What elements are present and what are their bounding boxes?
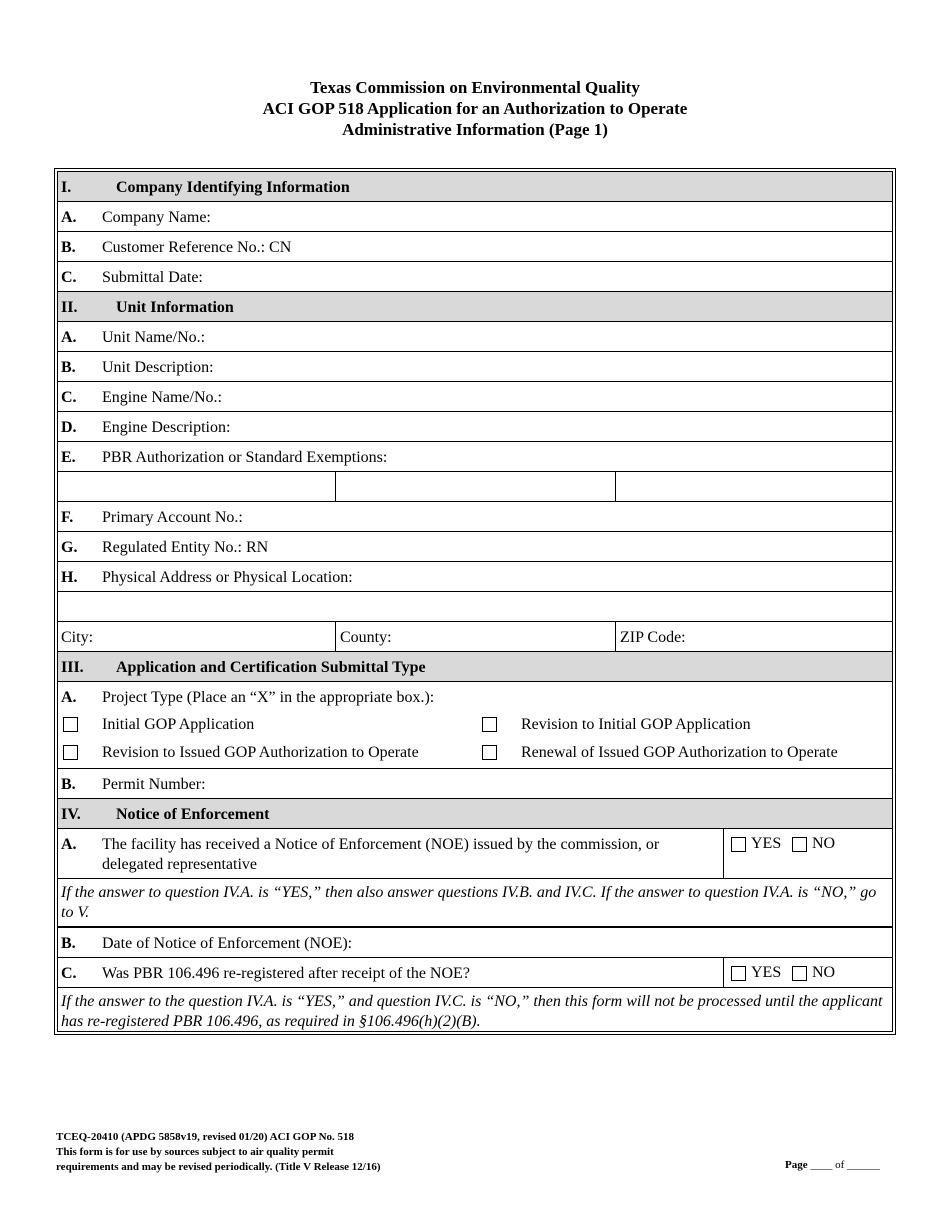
city-label: City: — [61, 629, 94, 646]
footer-line-3: requirements and may be revised periodically. (Title V Release 12/16) — [56, 1161, 381, 1173]
title-line-3: Administrative Information (Page 1) — [342, 120, 608, 139]
item-letter: H. — [61, 569, 78, 586]
item-letter: C. — [61, 269, 77, 286]
noe-no-checkbox[interactable] — [792, 837, 807, 852]
pbr-authorization-row — [58, 442, 892, 472]
permit-number-label: Permit Number: — [102, 776, 206, 793]
pbr-reregistered-row — [58, 958, 892, 988]
pbr-no-label: NO — [812, 964, 836, 981]
physical-address-label: Physical Address or Physical Location: — [102, 569, 353, 586]
item-letter: B. — [61, 935, 76, 952]
company-name-label: Company Name: — [102, 209, 211, 226]
permit-number-row[interactable] — [58, 769, 892, 799]
noe-date-row[interactable] — [58, 928, 892, 958]
county-label: County: — [340, 629, 392, 646]
noe-no-label: NO — [812, 835, 836, 852]
section-number: II. — [61, 299, 78, 316]
submittal-date-label: Submittal Date: — [102, 269, 203, 286]
cell-divider — [335, 622, 336, 651]
section-number: IV. — [61, 806, 81, 823]
form-inner-border — [57, 171, 893, 1032]
item-letter: A. — [61, 689, 77, 706]
pbr-no-checkbox[interactable] — [792, 966, 807, 981]
initial-gop-label: Initial GOP Application — [102, 716, 255, 733]
of-label: of — [835, 1159, 845, 1171]
section-1-header — [58, 172, 892, 202]
section-number: I. — [61, 179, 72, 196]
engine-description-label: Engine Description: — [102, 419, 231, 436]
form-footer — [56, 1130, 380, 1175]
title-line-1: Texas Commission on Environmental Quality — [310, 78, 640, 97]
footer-line-1: TCEQ-20410 (APDG 5858v19, revised 01/20) ACI GOP No. 518 — [56, 1131, 355, 1143]
item-letter: G. — [61, 539, 78, 556]
item-letter: A. — [61, 329, 77, 346]
customer-reference-row[interactable] — [58, 232, 892, 262]
section-title: Unit Information — [116, 299, 234, 316]
unit-description-label: Unit Description: — [102, 359, 214, 376]
engine-name-row[interactable] — [58, 382, 892, 412]
item-letter: B. — [61, 776, 76, 793]
section-title: Notice of Enforcement — [116, 806, 270, 823]
pbr-instruction-note: If the answer to the question IV.A. is “YES,” and question IV.C. is “NO,” then this form will not be processed until the applicant has re-registered PBR 106.496, as required in §106.496(h)(2)(B). — [61, 993, 883, 1030]
noe-date-label: Date of Notice of Enforcement (NOE): — [102, 935, 353, 952]
engine-description-row[interactable] — [58, 412, 892, 442]
of-blank[interactable]: ______ — [847, 1159, 880, 1171]
cell-divider — [615, 472, 616, 501]
physical-address-row — [58, 562, 892, 592]
initial-gop-checkbox[interactable] — [63, 717, 78, 732]
pbr-reregistered-question: Was PBR 106.496 re-registered after receipt of the NOE? — [102, 965, 470, 982]
pbr-yes-label: YES — [751, 964, 782, 981]
item-letter: A. — [61, 836, 77, 853]
pbr-instruction-row — [58, 988, 892, 1033]
item-letter: C. — [61, 389, 77, 406]
cell-divider — [723, 829, 724, 878]
submittal-date-row[interactable] — [58, 262, 892, 292]
regulated-entity-label: Regulated Entity No.: RN — [102, 539, 269, 556]
city-county-zip-row — [58, 622, 892, 652]
item-letter: B. — [61, 239, 76, 256]
item-letter: F. — [61, 509, 74, 526]
section-number: III. — [61, 659, 84, 676]
noe-yes-checkbox[interactable] — [731, 837, 746, 852]
noe-received-row — [58, 829, 892, 879]
noe-yes-label: YES — [751, 835, 782, 852]
item-letter: B. — [61, 359, 76, 376]
section-title: Application and Certification Submittal Type — [116, 659, 426, 676]
section-title: Company Identifying Information — [116, 179, 350, 196]
title-line-2: ACI GOP 518 Application for an Authorization to Operate — [262, 99, 688, 118]
noe-instruction-row — [58, 879, 892, 928]
item-letter: A. — [61, 209, 77, 226]
section-3-header — [58, 652, 892, 682]
project-type-block — [58, 682, 892, 769]
form-title — [0, 77, 950, 140]
cell-divider — [615, 622, 616, 651]
unit-name-label: Unit Name/No.: — [102, 329, 206, 346]
customer-reference-label: Customer Reference No.: CN — [102, 239, 292, 256]
primary-account-row[interactable] — [58, 502, 892, 532]
cell-divider — [723, 958, 724, 987]
pbr-yes-checkbox[interactable] — [731, 966, 746, 981]
renewal-issued-gop-label: Renewal of Issued GOP Authorization to Operate — [521, 744, 838, 761]
page-blank[interactable]: ____ — [810, 1159, 833, 1171]
company-name-row[interactable] — [58, 202, 892, 232]
item-letter: C. — [61, 965, 77, 982]
unit-description-row[interactable] — [58, 352, 892, 382]
regulated-entity-row[interactable] — [58, 532, 892, 562]
renewal-issued-gop-checkbox[interactable] — [482, 745, 497, 760]
noe-received-question: The facility has received a Notice of Enforcement (NOE) issued by the commission, or delegated representative — [102, 836, 660, 873]
footer-line-2: This form is for use by sources subject to air quality permit — [56, 1146, 334, 1158]
primary-account-label: Primary Account No.: — [102, 509, 243, 526]
section-4-header — [58, 799, 892, 829]
project-type-label: Project Type (Place an “X” in the appropriate box.): — [102, 689, 435, 706]
revision-issued-gop-checkbox[interactable] — [63, 745, 78, 760]
pbr-entry-row — [58, 472, 892, 502]
application-form — [54, 168, 896, 1035]
pbr-authorization-label: PBR Authorization or Standard Exemptions: — [102, 449, 388, 466]
section-2-header — [58, 292, 892, 322]
address-entry-row[interactable] — [58, 592, 892, 622]
revision-initial-gop-label: Revision to Initial GOP Application — [521, 716, 751, 733]
page-number — [785, 1159, 880, 1171]
item-letter: E. — [61, 449, 76, 466]
zip-code-label: ZIP Code: — [620, 629, 686, 646]
revision-initial-gop-checkbox[interactable] — [482, 717, 497, 732]
page-label: Page — [784, 1159, 808, 1171]
noe-instruction-note: If the answer to question IV.A. is “YES,” then also answer questions IV.B. and IV.C. If the answer to question IV.A. is “NO,” go to V. — [61, 884, 877, 921]
revision-issued-gop-label: Revision to Issued GOP Authorization to Operate — [102, 744, 419, 761]
unit-name-row[interactable] — [58, 322, 892, 352]
item-letter: D. — [61, 419, 77, 436]
engine-name-label: Engine Name/No.: — [102, 389, 222, 406]
cell-divider — [335, 472, 336, 501]
